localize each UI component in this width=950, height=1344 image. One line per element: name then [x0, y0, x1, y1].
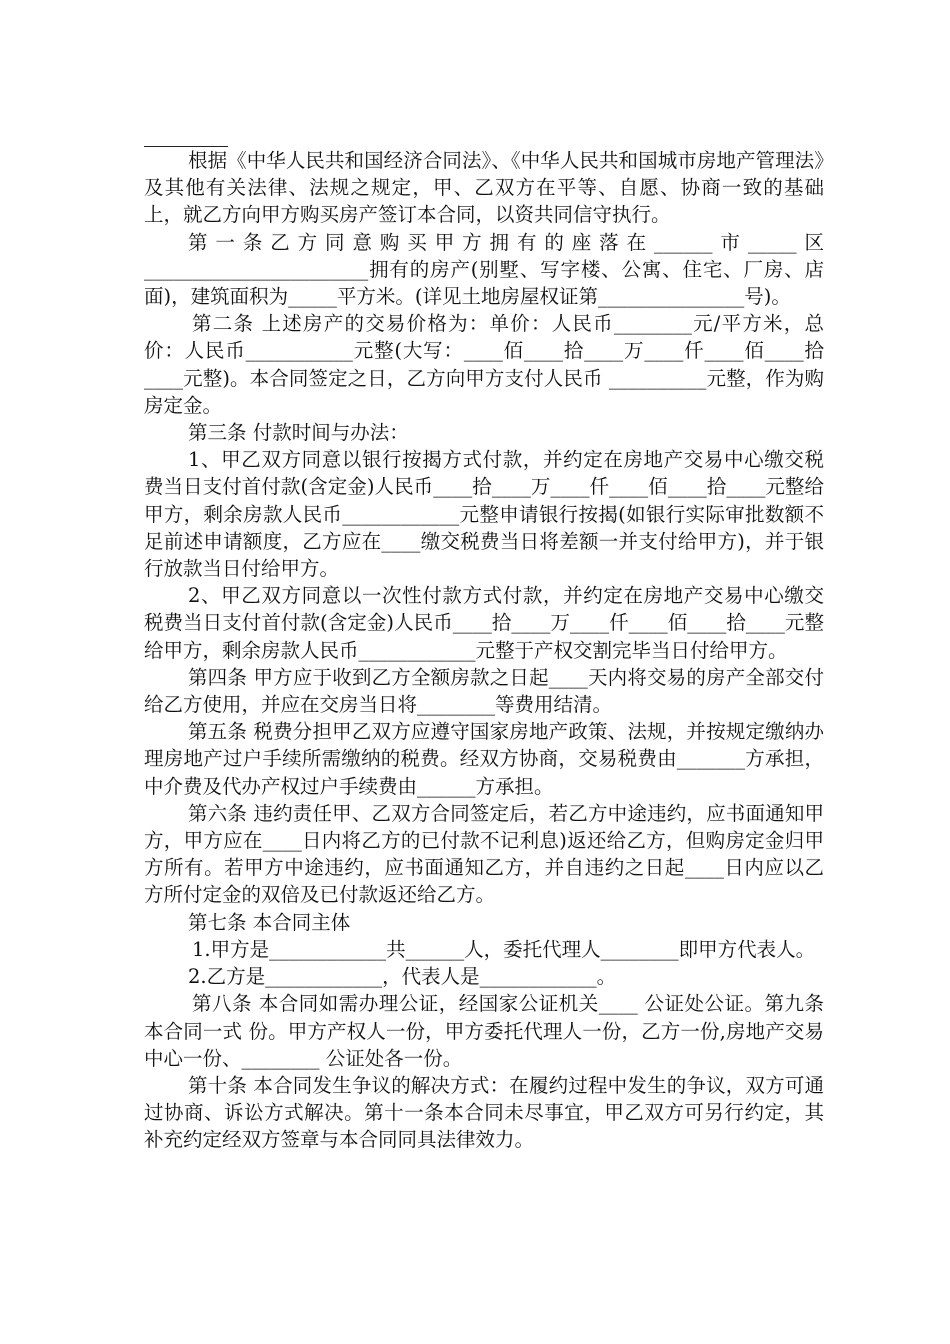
- article-6-paragraph: 第六条 违约责任甲、乙双方合同签定后，若乙方中途违约，应书面通知甲方，甲方应在____日内将乙方的已付款不记利息)返还给乙方，但购房定金归甲方所有。若甲方中途违约，应书面通知乙方，并自违约之日起____日内应以乙方所付定金的双倍及已付款返还给乙方。: [144, 801, 824, 907]
- article-5-paragraph: 第五条 税费分担甲乙双方应遵守国家房地产政策、法规，并按规定缴纳办理房地产过户手续所需缴纳的税费。经双方协商，交易税费由_______方承担，中介费及代办产权过户手续费由______方承担。: [144, 720, 824, 798]
- article-4-paragraph: 第四条 甲方应于收到乙方全额房款之日起____天内将交易的房产全部交付给乙方使用，并应在交房当日将________等费用结清。: [144, 665, 824, 717]
- article-10-11-paragraph: 第十条 本合同发生争议的解决方式：在履约过程中发生的争议，双方可通过协商、诉讼方式解决。第十一条本合同未尽事宜，甲乙双方可另行约定，其补充约定经双方签章与本合同同具法律效力。: [144, 1073, 824, 1152]
- article-7-item-1: 1.甲方是____________共______人，委托代理人________即甲方代表人。: [192, 937, 816, 961]
- article-2-paragraph: 第二条 上述房产的交易价格为：单价：人民币________元/平方米，总价：人民币___________元整(大写：____佰____拾____万____仟____佰____拾____元整)。本合同签定之日，乙方向甲方支付人民币 __________元整，作为购房定金。: [144, 312, 824, 417]
- article-7-item-2: 2.乙方是____________，代表人是____________。: [188, 965, 617, 989]
- preamble-paragraph: 根据《中华人民共和国经济合同法》、《中华人民共和国城市房地产管理法》及其他有关法律、法规之规定，甲、乙双方在平等、自愿、协商一致的基础上，就乙方向甲方购买房产签订本合同，以资共同信守执行。: [144, 149, 824, 227]
- article-1-paragraph: 第一条乙方同意购买甲方拥有的座落在______市_____区_______________________拥有的房产(别墅、写字楼、公寓、住宅、厂房、店面)，建筑面积为_____平方米。(详见土地房屋权证第_______________号)。: [144, 230, 824, 309]
- article-8-9-paragraph: 第八条 本合同如需办理公证，经国家公证机关____ 公证处公证。第九条 本合同一式 份。甲方产权人一份，甲方委托代理人一份，乙方一份,房地产交易中心一份、________ 公证处各一份。: [144, 992, 824, 1070]
- article-7-heading: 第七条 本合同主体: [188, 910, 351, 934]
- contract-page: [144, 128, 824, 1154]
- article-3-heading: 第三条 付款时间与办法：: [188, 421, 409, 445]
- article-3-item-1: 1、甲乙双方同意以银行按揭方式付款，并约定在房地产交易中心缴交税费当日支付首付款(含定金)人民币____拾____万____仟____佰____拾____元整给甲方，剩余房款人民币____________元整申请银行按揭(如银行实际审批数额不足前述申请额度，乙方应在____缴交税费当日将差额一并支付给甲方)，并于银行放款当日付给甲方。: [144, 448, 824, 581]
- article-3-item-2: 2、甲乙双方同意以一次性付款方式付款，并约定在房地产交易中心缴交税费当日支付首付款(含定金)人民币____拾____万____仟____佰____拾____元整给甲方，剩余房款人民币____________元整于产权交割完毕当日付给甲方。: [144, 584, 824, 662]
